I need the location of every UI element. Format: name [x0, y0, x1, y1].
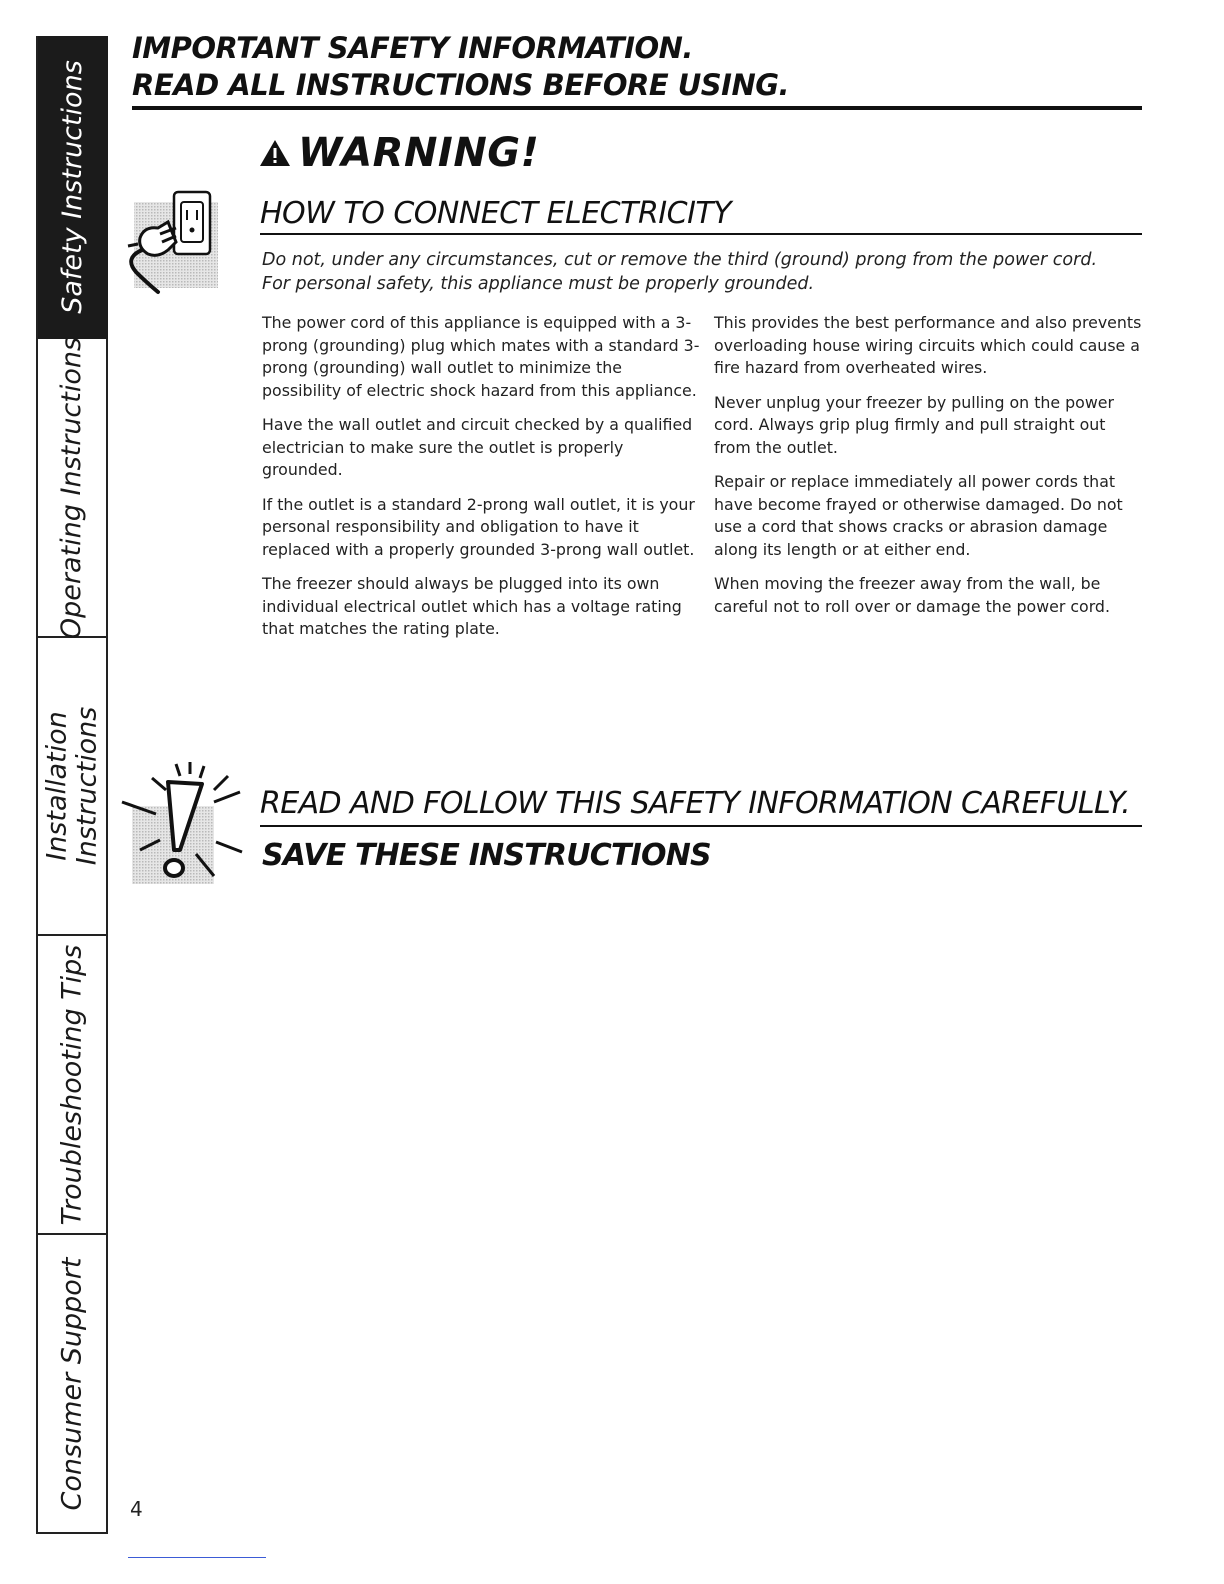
paragraph: The freezer should always be plugged into its own individual electrical outlet which has a voltage rating that matches the rating plate.	[262, 574, 682, 638]
page-heading	[132, 30, 1142, 110]
heading-line2: READ ALL INSTRUCTIONS BEFORE USING.	[132, 68, 790, 102]
right-column	[714, 312, 1144, 630]
paragraph: Repair or replace immediately all power cords that have become frayed or otherwise damaged. Do not use a cord that shows cracks or abrasion damage along its length or at either end.	[714, 472, 1123, 559]
exclamation-alert-icon	[118, 762, 248, 886]
paragraph: Never unplug your freezer by pulling on the power cord. Always grip plug firmly and pull straight out from the outlet.	[714, 392, 1114, 457]
tab-label: Operating Instructions	[56, 336, 87, 639]
paragraph: When moving the freezer away from the wall, be careful not to roll over or damage the power cord.	[714, 574, 1110, 616]
section-title-text: HOW TO CONNECT ELECTRICITY	[260, 196, 732, 231]
tab-installation-instructions[interactable]	[38, 638, 108, 936]
left-column	[262, 312, 702, 653]
safety-reminder-title	[260, 786, 1142, 827]
tab-consumer-support[interactable]	[38, 1235, 108, 1532]
save-instructions-text: SAVE THESE INSTRUCTIONS	[262, 838, 711, 873]
section-title	[260, 196, 1142, 235]
tab-label	[42, 707, 102, 866]
paragraph: Have the wall outlet and circuit checked by a qualified electrician to make sure the outlet is properly grounded.	[262, 415, 693, 479]
tab-troubleshooting-tips[interactable]	[38, 936, 108, 1235]
warning-text: WARNING!	[298, 130, 540, 176]
tab-label-line1: Installation	[41, 711, 73, 861]
plug-outlet-icon	[118, 188, 228, 300]
lead-line1: Do not, under any circumstances, cut or remove the third (ground) prong from the power cord.	[262, 250, 1098, 270]
paragraph: This provides the best performance and also prevents overloading house wiring circuits which could cause a fire hazard from overheated wires.	[714, 313, 1142, 377]
tab-label: Troubleshooting Tips	[56, 944, 87, 1225]
tab-label: Safety Instructions	[57, 59, 88, 314]
tab-safety-instructions[interactable]	[38, 36, 108, 339]
warning-banner	[258, 130, 539, 176]
warning-triangle-icon	[258, 138, 292, 168]
tab-label-line2: Instructions	[71, 706, 103, 866]
tab-label: Consumer Support	[56, 1257, 87, 1510]
section-tabs	[36, 36, 108, 1534]
tab-operating-instructions[interactable]	[38, 336, 108, 639]
bottom-rule	[128, 1557, 266, 1558]
page-number: 4	[130, 1497, 143, 1521]
lead-line2: For personal safety, this appliance must be properly grounded.	[262, 274, 815, 294]
safety-reminder-text: READ AND FOLLOW THIS SAFETY INFORMATION CAREFULLY.	[260, 786, 1131, 821]
heading-line1: IMPORTANT SAFETY INFORMATION.	[132, 31, 693, 65]
paragraph: If the outlet is a standard 2-prong wall outlet, it is your personal responsibility and obligation to have it replaced with a properly grounded 3-prong wall outlet.	[262, 494, 695, 559]
paragraph: The power cord of this appliance is equipped with a 3-prong (grounding) plug which mates with a standard 3-prong (grounding) wall outlet to minimize the possibility of electric shock hazard from this appliance.	[262, 313, 700, 400]
lead-warning-text	[262, 248, 1142, 296]
